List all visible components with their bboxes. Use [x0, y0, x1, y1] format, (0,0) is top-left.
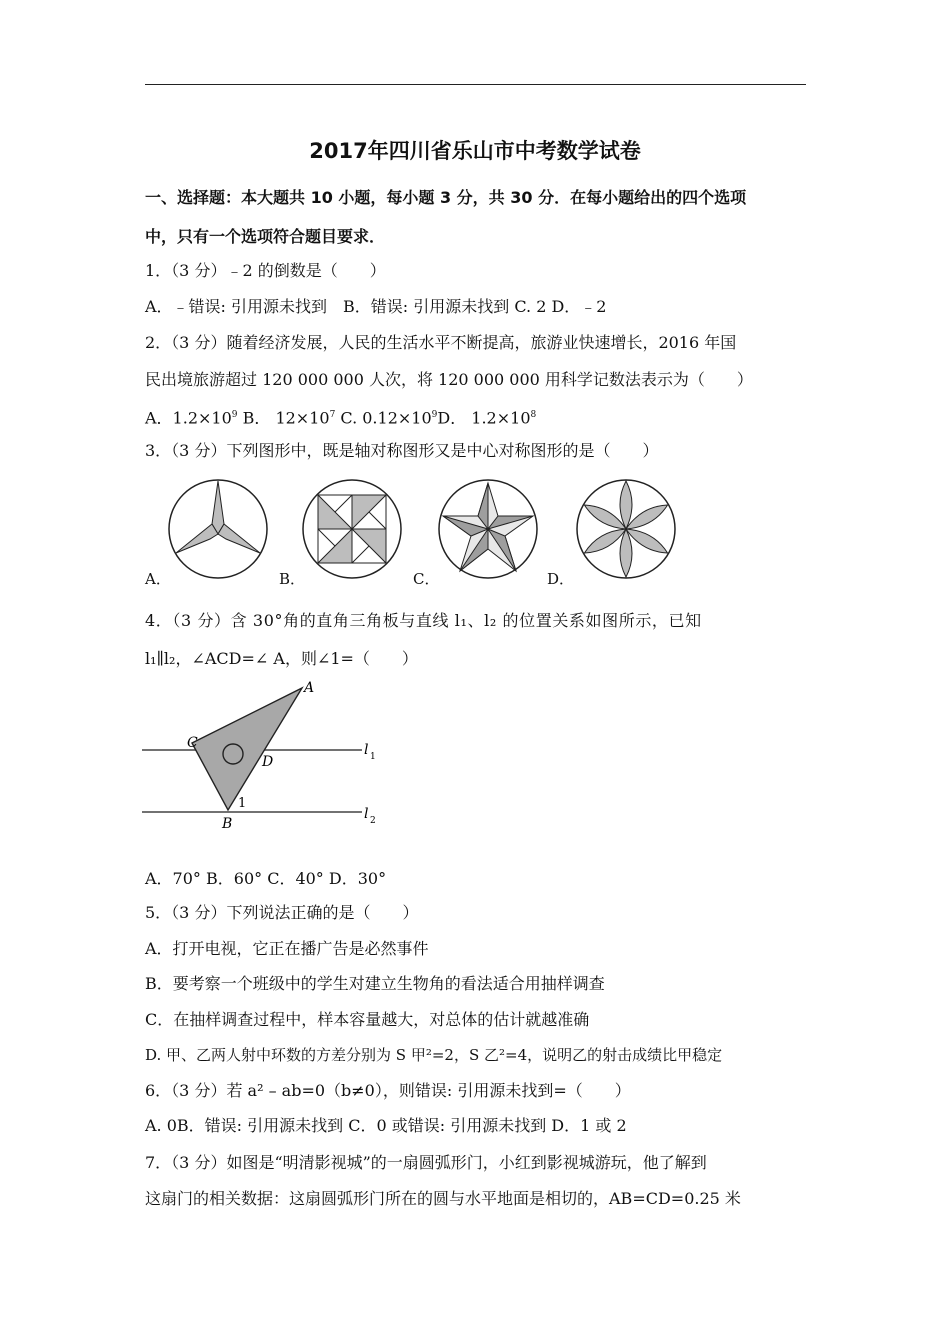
- q2-line2: 民出境旅游超过 120 000 000 人次，将 120 000 000 用科学记数法表示为（ ）: [145, 370, 753, 389]
- page-title: 2017年四川省乐山市中考数学试卷: [309, 139, 641, 163]
- label-d: D: [262, 754, 274, 770]
- q4-line2: l₁∥l₂，∠ACD=∠ A，则∠1=（ ）: [145, 649, 418, 668]
- triangle: [192, 688, 302, 810]
- q3-label-b: B．: [279, 570, 306, 588]
- q5-option-c: C．在抽样调查过程中，样本容量越大，对总体的估计就越准确: [145, 1010, 590, 1029]
- q2-opt-a: A．1.2×10: [145, 408, 232, 428]
- section-heading-line2: 中，只有一个选项符合题目要求．: [145, 227, 386, 246]
- label-c: C: [187, 735, 198, 751]
- q3-stem: 3．（3 分）下列图形中，既是轴对称图形又是中心对称图形的是（ ）: [145, 441, 659, 460]
- header-rule: [145, 84, 806, 85]
- q2-opt-c: C. 0.12×10: [335, 408, 432, 428]
- q5-option-d: D. 甲、乙两人射中环数的方差分别为 S 甲²=2，S 乙²=4，说明乙的射击成绩比甲稳定: [145, 1046, 723, 1064]
- q3-figure-c: [438, 479, 538, 579]
- q2-opt-b-exp: 7: [329, 410, 336, 420]
- q2-opt-b: B． 12×10: [237, 408, 330, 428]
- q2-opt-d-exp: 8: [530, 410, 537, 420]
- q7-line1: 7．（3 分）如图是“明清影视城”的一扇圆弧形门，小红到影视城游玩，他了解到: [145, 1153, 707, 1172]
- label-l1-sub: 1: [370, 752, 376, 762]
- q3-label-c: C．: [413, 570, 440, 588]
- label-l2-sub: 2: [370, 816, 376, 826]
- section-heading-line1: 一、选择题：本大题共 10 小题，每小题 3 分，共 30 分．在每小题给出的四个选项: [145, 188, 747, 207]
- q4-line1: 4．（3 分）含 30°角的直角三角板与直线 l₁、l₂ 的位置关系如图所示，已知: [145, 611, 702, 630]
- q1-options: A．﹣错误: 引用源未找到 B．错误: 引用源未找到 C. 2 D．﹣2: [145, 297, 607, 316]
- q4-options: A．70° B．60° C．40° D．30°: [145, 869, 387, 888]
- q4-figure: [140, 676, 390, 836]
- label-b: B: [222, 816, 233, 832]
- q3-figure-b: [302, 479, 402, 579]
- q2-opt-a-exp: 9: [231, 410, 238, 420]
- q3-label-d: D．: [547, 570, 575, 588]
- label-a: A: [304, 680, 315, 696]
- q7-line2: 这扇门的相关数据：这扇圆弧形门所在的圆与水平地面是相切的，AB=CD=0.25 米: [145, 1189, 741, 1208]
- q3-figure-d: [576, 479, 676, 579]
- label-l1: l: [364, 742, 369, 758]
- q6-options: A. 0B．错误: 引用源未找到 C．0 或错误: 引用源未找到 D．1 或 2: [145, 1116, 627, 1135]
- q2-options: [145, 405, 536, 428]
- q2-opt-d: D． 1.2×10: [437, 408, 531, 428]
- label-l2: l: [364, 806, 369, 822]
- q2-opt-c-exp: 9: [431, 410, 438, 420]
- q5-option-a: A．打开电视，它正在播广告是必然事件: [145, 939, 429, 958]
- q5-stem: 5．（3 分）下列说法正确的是（ ）: [145, 903, 419, 922]
- q3-figure-a: [168, 479, 268, 579]
- q2-line1: 2．（3 分）随着经济发展，人民的生活水平不断提高，旅游业快速增长，2016 年国: [145, 333, 737, 352]
- q6-stem: 6．（3 分）若 a² – ab=0（b≠0），则错误: 引用源未找到=（ ）: [145, 1081, 631, 1100]
- q3-label-a: A．: [145, 570, 171, 588]
- q5-option-b: B．要考察一个班级中的学生对建立生物角的看法适合用抽样调查: [145, 974, 605, 993]
- label-1: 1: [238, 796, 247, 811]
- q1-stem: 1．（3 分）﹣2 的倒数是（ ）: [145, 261, 386, 280]
